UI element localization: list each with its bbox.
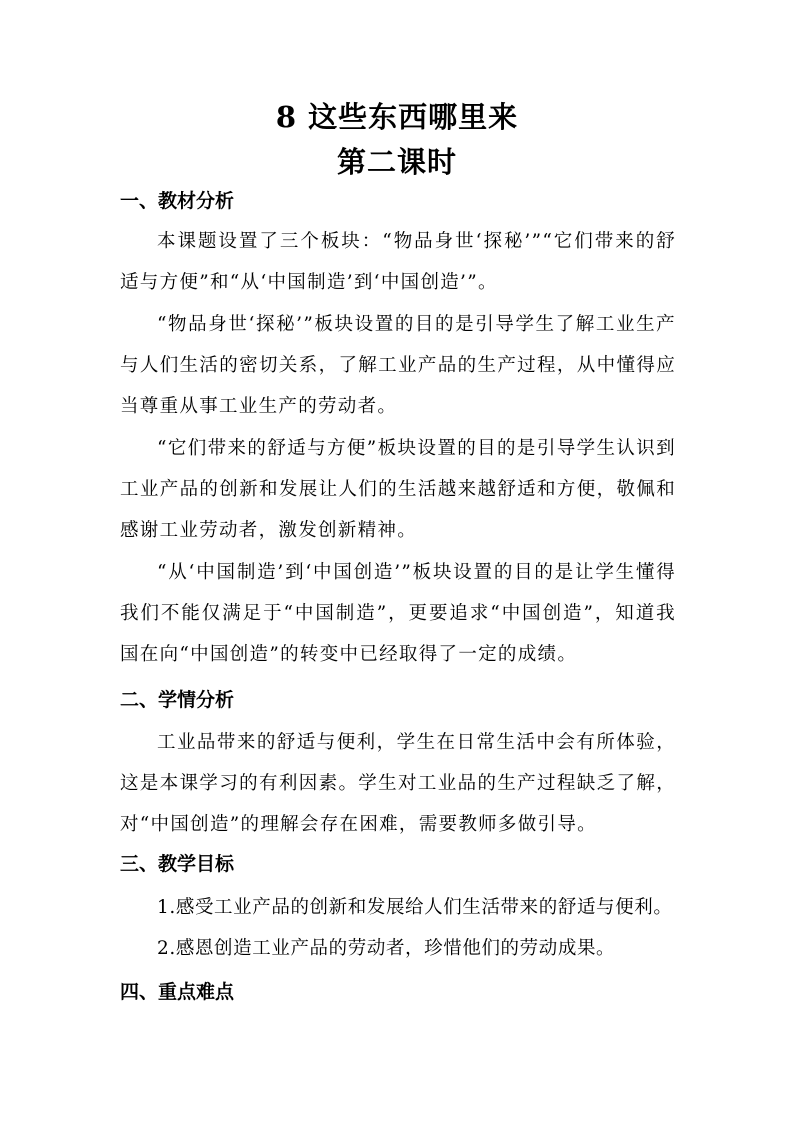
section-heading-learner-analysis: 二、学情分析: [120, 689, 235, 711]
document-subtitle: 第二课时: [336, 145, 457, 179]
section-heading-teaching-goals: 三、教学目标: [120, 853, 235, 875]
goal-item-1: 1.感受工业产品的创新和发展给人们生活带来的舒适与便利。: [157, 897, 673, 918]
paragraph-origin-section: “物品身世‘探秘’”板块设置的目的是引导学生了解工业生产与人们生活的密切关系，了解工业产品的生产过程，从中懂得应当尊重从事工业生产的劳动者。: [120, 314, 676, 417]
paragraph-comfort-section: “它们带来的舒适与方便”板块设置的目的是引导学生认识到工业产品的创新和发展让人们的生活越来越舒适和方便，敬佩和感谢工业劳动者，激发创新精神。: [120, 438, 676, 541]
goal-item-2: 2.感恩创造工业产品的劳动者，珍惜他们的劳动成果。: [157, 938, 616, 959]
section-heading-key-points: 四、重点难点: [120, 981, 235, 1003]
paragraph-creation-section: “从‘中国制造’到‘中国创造’”板块设置的目的是让学生懂得我们不能仅满足于“中国制造”，更要追求“中国创造”，知道我国在向“中国创造”的转变中已经取得了一定的成绩。: [120, 562, 676, 665]
paragraph-learner-analysis: 工业品带来的舒适与便利，学生在日常生活中会有所体验，这是本课学习的有利因素。学生对工业品的生产过程缺乏了解，对“中国创造”的理解会存在困难，需要教师多做引导。: [120, 732, 676, 835]
section-heading-textbook-analysis: 一、教材分析: [120, 190, 235, 212]
document-title: 8 这些东西哪里来: [275, 100, 519, 134]
paragraph-overview: 本课题设置了三个板块：“物品身世‘探秘’”“它们带来的舒适与方便”和“从‘中国制造’到‘中国创造’”。: [120, 231, 676, 293]
